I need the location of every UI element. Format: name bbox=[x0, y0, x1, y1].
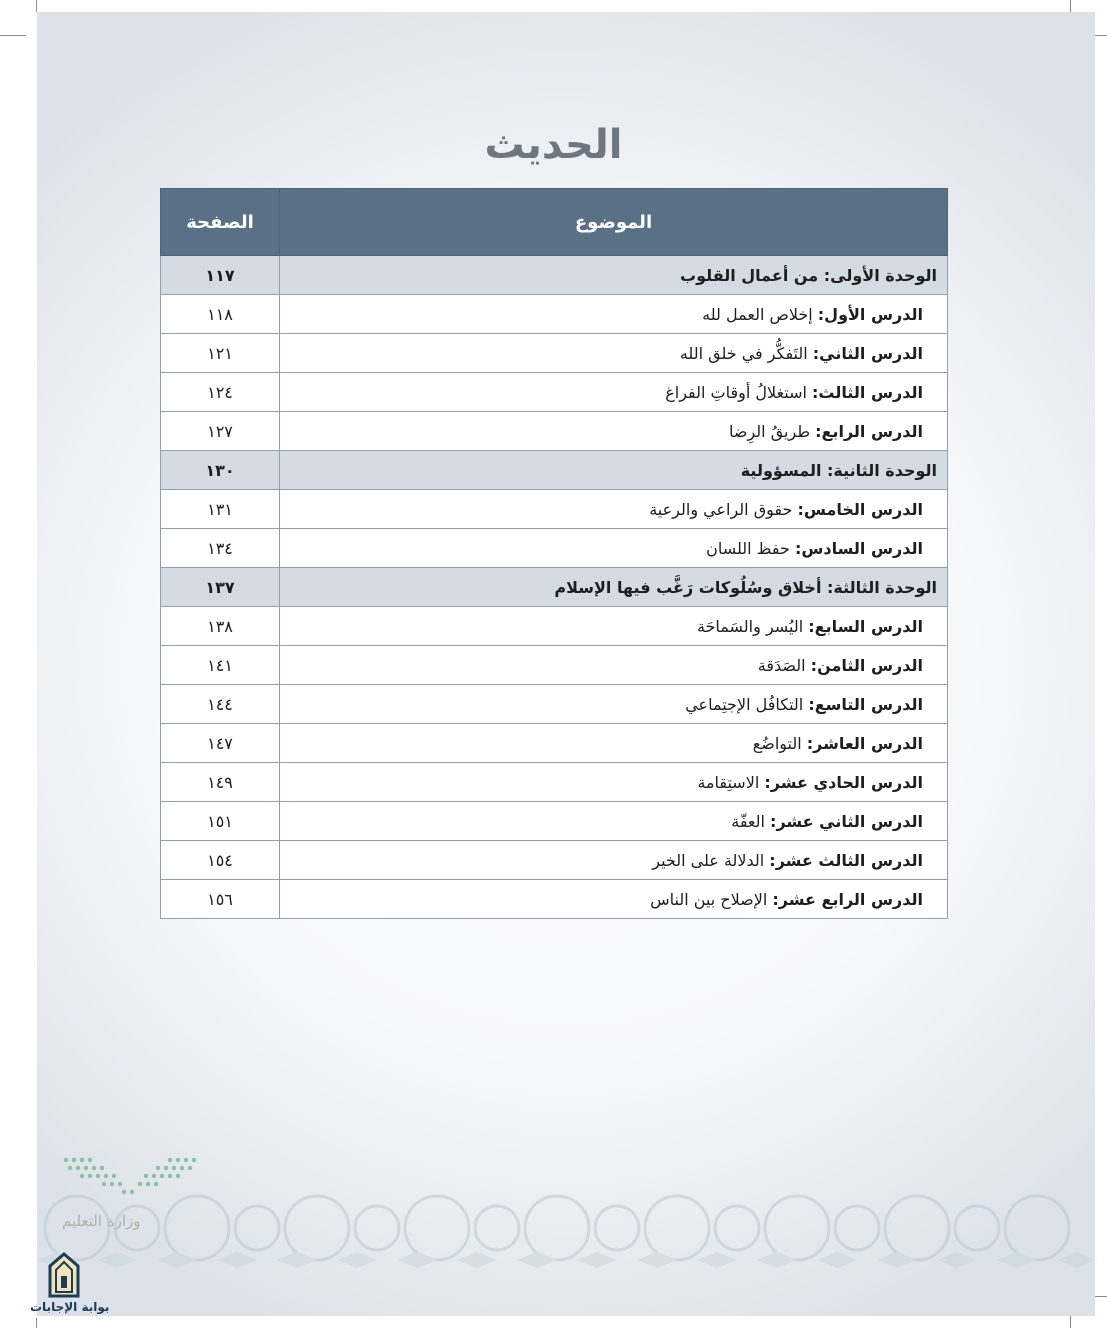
lesson-label: الدرس الرابع عشر: bbox=[772, 889, 923, 909]
topic-title: المسؤولية bbox=[740, 460, 828, 480]
page-number-cell: ١١٨ bbox=[161, 295, 280, 334]
topic-title: العفّة bbox=[731, 811, 771, 831]
topic-cell bbox=[280, 334, 948, 373]
topic-title: من أعمال القلوب bbox=[680, 265, 824, 285]
topic-cell bbox=[280, 841, 948, 880]
lantern-logo-icon bbox=[44, 1252, 84, 1300]
topic-title: الاستِقامة bbox=[697, 772, 765, 792]
topic-cell bbox=[280, 256, 948, 295]
table-body bbox=[161, 256, 948, 919]
page-number-cell: ١٣٨ bbox=[161, 607, 280, 646]
topic-cell bbox=[280, 802, 948, 841]
unit-row bbox=[161, 568, 948, 607]
page-number-cell: ١٣٧ bbox=[161, 568, 280, 607]
unit-row bbox=[161, 256, 948, 295]
topic-title: التواضُع bbox=[752, 733, 807, 753]
lesson-row bbox=[161, 802, 948, 841]
topic-cell bbox=[280, 295, 948, 334]
topic-cell bbox=[280, 568, 948, 607]
unit-label: الوحدة الأولى: bbox=[823, 265, 937, 285]
lesson-label: الدرس الثالث: bbox=[812, 382, 923, 402]
topic-title: الدلالة على الخير bbox=[652, 850, 770, 870]
topic-cell bbox=[280, 880, 948, 919]
page-number-cell: ١٥٦ bbox=[161, 880, 280, 919]
header-page: الصفحة bbox=[161, 189, 280, 256]
lesson-label: الدرس السادس: bbox=[794, 538, 923, 558]
topic-title: الإصلاح بين الناس bbox=[650, 889, 773, 909]
page-number-cell: ١٥٤ bbox=[161, 841, 280, 880]
table-header-row bbox=[161, 189, 948, 256]
lesson-row bbox=[161, 490, 948, 529]
lesson-row bbox=[161, 529, 948, 568]
unit-row bbox=[161, 451, 948, 490]
topic-title: إخلاص العمل لله bbox=[702, 304, 818, 324]
topic-cell bbox=[280, 724, 948, 763]
page-number-cell: ١٢٤ bbox=[161, 373, 280, 412]
lesson-label: الدرس التاسع: bbox=[808, 694, 923, 714]
page-number-cell: ١٢٧ bbox=[161, 412, 280, 451]
lesson-label: الدرس العاشر: bbox=[806, 733, 923, 753]
topic-title: طريقُ الرِضا bbox=[729, 421, 816, 441]
topic-title: التكافُل الإجتِماعي bbox=[685, 694, 809, 714]
page-number-cell: ١٤٧ bbox=[161, 724, 280, 763]
page-number-cell: ١٥١ bbox=[161, 802, 280, 841]
page-number-cell: ١٤١ bbox=[161, 646, 280, 685]
lesson-label: الدرس الثالث عشر: bbox=[769, 850, 923, 870]
ornament-border-icon bbox=[37, 1188, 1095, 1278]
topic-cell bbox=[280, 529, 948, 568]
lesson-row bbox=[161, 841, 948, 880]
topic-cell bbox=[280, 412, 948, 451]
lesson-label: الدرس الثاني: bbox=[812, 343, 923, 363]
lesson-row bbox=[161, 412, 948, 451]
topic-title: اليُسر والسَماحَة bbox=[696, 616, 809, 636]
page-number-cell: ١٣١ bbox=[161, 490, 280, 529]
lesson-row bbox=[161, 607, 948, 646]
topic-cell bbox=[280, 685, 948, 724]
topic-cell bbox=[280, 607, 948, 646]
lesson-label: الدرس الثامن: bbox=[810, 655, 923, 675]
crop-mark bbox=[36, 1318, 37, 1328]
lesson-label: الدرس الحادي عشر: bbox=[764, 772, 923, 792]
page-number-cell: ١١٧ bbox=[161, 256, 280, 295]
crop-mark bbox=[0, 35, 26, 36]
page-number-cell: ١٣٤ bbox=[161, 529, 280, 568]
topic-cell bbox=[280, 763, 948, 802]
lesson-row bbox=[161, 724, 948, 763]
table-of-contents bbox=[160, 188, 948, 919]
page-number-cell: ١٤٤ bbox=[161, 685, 280, 724]
lesson-row bbox=[161, 373, 948, 412]
lesson-row bbox=[161, 763, 948, 802]
topic-cell bbox=[280, 490, 948, 529]
watermark-text: بوابة الإجابات bbox=[30, 1300, 110, 1314]
topic-title: استغلالُ أوقاتِ الفراغ bbox=[665, 382, 813, 402]
topic-title: أخلاق وسُلُوكات رَغَّب فيها الإسلام bbox=[554, 577, 828, 597]
page-number-cell: ١٢١ bbox=[161, 334, 280, 373]
lesson-row bbox=[161, 646, 948, 685]
ministry-logo-text: وزارة التعليم bbox=[62, 1212, 141, 1230]
lesson-label: الدرس الخامس: bbox=[797, 499, 923, 519]
lesson-row bbox=[161, 334, 948, 373]
lesson-label: الدرس السابع: bbox=[808, 616, 923, 636]
topic-cell bbox=[280, 451, 948, 490]
crop-mark bbox=[36, 0, 37, 12]
unit-label: الوحدة الثالثة: bbox=[827, 577, 937, 597]
page-number-cell: ١٣٠ bbox=[161, 451, 280, 490]
page-title: الحديث bbox=[484, 122, 623, 168]
topic-title: حفظ اللسان bbox=[706, 538, 795, 558]
lesson-label: الدرس الرابع: bbox=[815, 421, 923, 441]
topic-cell bbox=[280, 373, 948, 412]
unit-label: الوحدة الثانية: bbox=[827, 460, 937, 480]
lesson-row bbox=[161, 295, 948, 334]
topic-title: الصَدَقة bbox=[757, 655, 811, 675]
lesson-row bbox=[161, 685, 948, 724]
topic-title: حقوق الراعي والرعية bbox=[649, 499, 798, 519]
page-number-cell: ١٤٩ bbox=[161, 763, 280, 802]
lesson-row bbox=[161, 880, 948, 919]
lesson-label: الدرس الأول: bbox=[817, 304, 923, 324]
topic-cell bbox=[280, 646, 948, 685]
lesson-label: الدرس الثاني عشر: bbox=[770, 811, 923, 831]
topic-title: التَفكُّر في خلق الله bbox=[679, 343, 813, 363]
header-topic: الموضوع bbox=[280, 189, 948, 256]
